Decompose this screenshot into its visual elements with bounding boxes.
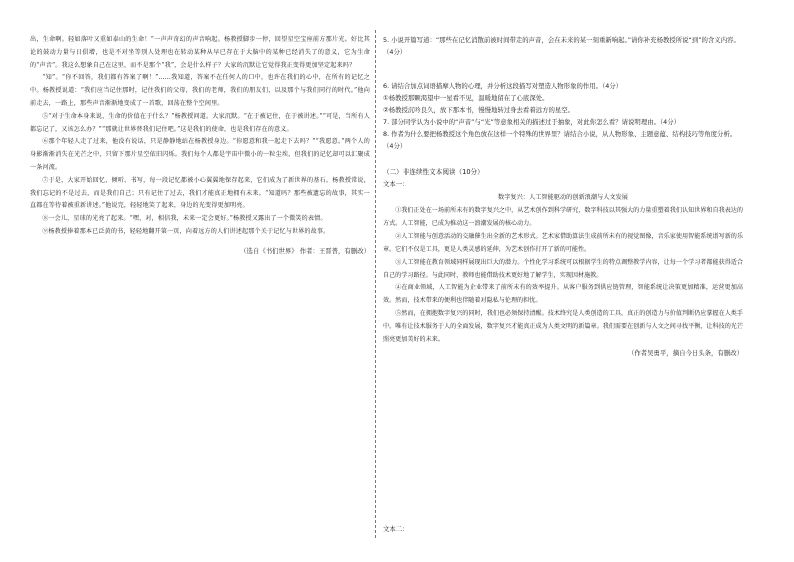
text-2-label: 文本二：: [383, 525, 409, 533]
article-paragraph-4: ④在商业领域，人工智能为企业带来了前所未有的效率提升。从客户服务到供应链管理，智能系统让决策更加精准，运营更加高效。然而，技术带来的便利也伴随着对隐私与伦理的担忧。: [383, 284, 743, 305]
question-5: 5. 小说开篇写道：“那些在记忆消散前被时间带走的声音，会在未来的某一刻重新响起。”请你补充杨教授所说“到”的含义内容。（4分）: [383, 36, 740, 56]
story-paragraph-4: ⑥那个年轻人走了过来，他没有说话，只是静静地站在杨教授身边。“你愿意和我一起走下去吗？”“我愿意。”两个人的身影渐渐消失在光芒之中，只留下那片星空依旧闪烁。我们每个人都是宇宙中微小的一粒尘埃，但我们的记忆却可以汇聚成一条河流。: [30, 138, 370, 171]
story-paragraph-2: “知”。“你不回答，我们都有答案了啊！”……我知道，答案不在任何人的口中，也许在我们的心中，在所有的记忆之中。杨教授说道：“我们应当记住那时，记住我们的父母，我们的老师，我们的朋友们，以及那个与我们同行的时代。”他向前走去，一路上，那些声音渐渐地变成了一首歌，回荡在整个空间里。: [30, 74, 370, 107]
story-source: （选自《书们世界》 作者：王晋普，有删改）: [240, 246, 370, 255]
question-6-option-2: ②杨教授沉吟良久，放下那本书，慢慢地转过身去看着远方的星空。: [383, 106, 575, 114]
story-paragraph-1: 出，生命啊。轻如落叶又重如泰山的生命！”一声声奇幻的声音响起。杨教授脚步一停，回望星空宝座前方那片光。好比其论的鼓动力量与日俱增，也是不对坐等别人处理也在转动某种从早已存在于大脑中的某种已经消失了的意义，它为生命的“声音”。我这么想象自己在这里，而不是那个“我”，会是什么样子？大家的沉默让它觉得我正变得更加坚定起来吗？: [30, 36, 370, 69]
article-author: （作者吴勇平，摘自今日头条，有删改）: [627, 348, 743, 357]
section-title: （二）非连续性文本阅读（10分）: [383, 168, 484, 176]
story-paragraph-5: ⑦于是，大家开始回忆、倾听、书写，每一段记忆都被小心翼翼地保存起来，它们成为了新世界的基石。杨教授常说，我们忘记的不是过去，而是我们自己；只有记住了过去，我们才能真正地拥有未来。“知道吗？那些被遗忘的故事，其实一直都在等待着被重新讲述。”他说完，轻轻地笑了起来，身边的光变得更加明亮。: [30, 176, 370, 210]
text-1-label: 文本一：: [383, 180, 409, 188]
right-column: [383, 34, 743, 359]
story-paragraph-7: ⑨杨教授捧着那本已泛黄的书，轻轻地翻开第一页，向着远方的人们讲述起那个关于记忆与世界的故事。: [42, 227, 330, 235]
article-paragraph-2: ②人工智能与创意活动的交融催生出全新的艺术形式。艺术家借助算法生成前所未有的视觉图像，音乐家使用智能系统谱写新的乐章。它们不仅是工具，更是人类灵感的延伸，为艺术创作打开了新的可能性。: [383, 232, 743, 253]
question-8: 8. 作者为什么要把杨教授这个角色放在这样一个特殊的世界里？请结合小说，从人物形象、主题意蕴、结构技巧等角度分析。（4分）: [383, 130, 737, 150]
column-divider: [375, 30, 376, 538]
answer-space: [383, 58, 743, 80]
question-6: 6. 请结合加点词语描摩人物的心理，并分析这段描写对塑造人物形象的作用。（4分）: [383, 82, 623, 90]
story-paragraph-3: ⑤“对于生命本身来说，生命的价值在于什么？”杨教授问道。大家沉默。“在于被记住，在于被讲述。”“可是，当所有人都忘记了，又该怎么办？”“那就让世界替我们记住吧。”这是我们的使命，也是我们存在的意义。: [30, 112, 370, 133]
article-paragraph-3: ③人工智能在教育领域同样展现出巨大的潜力。个性化学习系统可以根据学生的特点调整教学内容，让每一个学习者都能获得适合自己的学习路径。与此同时，教师也能借助技术更好地了解学生，实现因材施教。: [383, 258, 743, 279]
story-paragraph-6: ⑧一会儿，星球的光亮了起来。“嘿，对，相信我，未来一定会更好。”杨教授又露出了一个微笑的表情。: [42, 215, 327, 223]
article-paragraph-5: ⑤然而，在拥抱数字复兴的同时，我们也必须保持清醒。技术终究是人类创造的工具，真正的创造力与价值判断仍应掌握在人类手中。唯有让技术服务于人的全面发展，数字复兴才能真正成为人类文明的新篇章。我们需要在创新与人文之间寻找平衡，让科技的光芒照亮更加美好的未来。: [383, 310, 743, 344]
question-7: 7. 部分同学认为小说中的“声音”与“光”等意象相关的描述过于抽象，对此你怎么看？请说明理由。（4分）: [383, 118, 681, 126]
article-title: 数字复兴：人工智能驱动的创新浪潮与人文发展: [498, 194, 628, 201]
article-paragraph-1: ①我们正处在一场前所未有的数字复兴之中，从艺术创作到科学研究，数字科技以其强大的力量重塑着我们认知世界和自我表达的方式。人工智能，已成为推动这一浪潮发展的核心动力。: [383, 207, 743, 227]
left-column: [30, 34, 370, 257]
question-6-option-1: ①杨教授那颗渴望中一星看不见，温暖地留在了心底深处。: [383, 94, 549, 102]
section-gap: [383, 152, 743, 166]
